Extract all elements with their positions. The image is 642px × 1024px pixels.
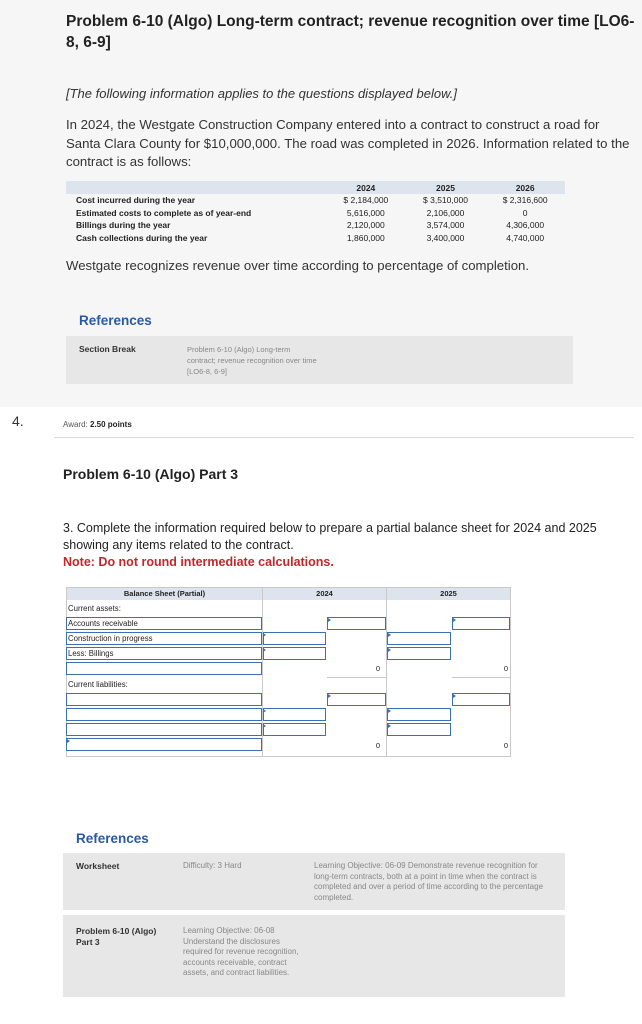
ar-2025-input[interactable] [452,617,510,630]
total-liab-2025: 0 [503,741,508,750]
cell: 5,616,000 [346,207,385,218]
col-header-2025: 2025 [387,588,510,600]
table-row [66,219,565,232]
grid-line [452,677,510,678]
blank-liability-label-input[interactable] [66,738,262,751]
award-label: Award: [63,420,88,429]
dropdown-marker-icon [263,648,266,652]
contract-info-table [66,181,565,244]
problem-title: Problem 6-10 (Algo) Long-term contract; revenue recognition over time [LO6-8, 6-9] [66,13,635,51]
less-billings-label: Less: Billings [68,649,114,658]
note-text: Note: Do not round intermediate calculations. [63,555,334,569]
grid-line [510,587,511,757]
liability-3-label-input[interactable] [66,723,262,736]
liab2-2024-input[interactable] [263,708,326,721]
cell: 4,306,000 [506,220,545,231]
balance-sheet-worksheet [66,587,511,757]
dropdown-marker-icon [263,709,266,713]
recognition-note: Westgate recognizes revenue over time according to percentage of completion. [66,258,530,273]
learning-objective-09: Learning Objective: 06-09 Demonstrate revenue recognition for long-term contracts, both at a point in time when the contract is completed and over a period of time according to the percentage completed. [314,861,544,902]
less-billings-label-input[interactable] [66,647,262,660]
dropdown-marker-icon [67,739,70,743]
construction-in-progress-label-input[interactable] [66,632,262,645]
header-2025: 2025 [406,181,486,194]
header-2024: 2024 [326,181,406,194]
references-title[interactable]: References [79,313,152,328]
dropdown-marker-icon [453,694,456,698]
header-2026: 2026 [485,181,565,194]
dropdown-marker-icon [388,709,391,713]
ar-2024-input[interactable] [327,617,386,630]
liability-1-label-input[interactable] [66,693,262,706]
liab2-2025-input[interactable] [387,708,451,721]
difficulty-text: Difficulty: 3 Hard [183,861,242,870]
grid-line [327,677,386,678]
dropdown-marker-icon [388,648,391,652]
liability-2-label-input[interactable] [66,708,262,721]
total-liab-2024: 0 [375,741,380,750]
table-row [66,207,565,220]
liab3-2025-input[interactable] [387,723,451,736]
question-text: 3. Complete the information required below to prepare a partial balance sheet for 2024 and 2025 showing any items related to the contract. [63,521,597,552]
cell: 3,574,000 [426,220,465,231]
dropdown-marker-icon [453,618,456,622]
cell: 1,860,000 [346,232,385,243]
total-assets-2024: 0 [375,664,380,673]
current-liabilities-label: Current liabilities: [68,680,128,689]
header-blank [66,181,326,194]
dropdown-marker-icon [388,633,391,637]
cell: $ 3,510,000 [423,195,468,206]
worksheet-label: Worksheet [76,861,120,871]
question-number: 4. [12,413,24,429]
part-title: Problem 6-10 (Algo) Part 3 [63,466,239,482]
cell: $ 2,184,000 [343,195,389,206]
references-box [66,336,573,384]
dropdown-marker-icon [328,618,331,622]
table-row [66,194,565,207]
learning-objective-08: Learning Objective: 06-08 Understand the disclosures required for revenue recognition, accounts receivable, contract assets, and contract liabilities. [183,926,299,977]
dropdown-marker-icon [263,724,266,728]
row-label: Cost incurred during the year [76,195,196,206]
cell: 4,740,000 [506,232,545,243]
award-line [63,420,132,429]
row-label: Cash collections during the year [76,232,208,243]
award-value: 2.50 points [90,420,132,429]
dropdown-marker-icon [388,724,391,728]
dropdown-marker-icon [263,633,266,637]
blank-asset-label-input[interactable] [66,662,262,675]
billings-2024-input[interactable] [263,647,326,660]
cip-2025-input[interactable] [387,632,451,645]
row-label: Billings during the year [76,220,171,231]
row-label: Estimated costs to complete as of year-end [76,207,252,218]
table-row [66,232,565,245]
cell: $ 2,316,600 [502,195,548,206]
accounts-receivable-label-input[interactable] [66,617,262,630]
accounts-receivable-label: Accounts receivable [68,619,138,628]
intro-note: [The following information applies to the questions displayed below.] [66,86,457,101]
current-assets-label: Current assets: [68,604,121,613]
references-bottom-title[interactable]: References [76,831,149,846]
contract-table-header [66,181,565,194]
intro-paragraph: In 2024, the Westgate Construction Company entered into a contract to construct a road for Santa Clara County for $10,000,000. The road was completed in 2026. Information related to the contract is as follows: [66,117,630,169]
dropdown-marker-icon [328,694,331,698]
cip-2024-input[interactable] [263,632,326,645]
billings-2025-input[interactable] [387,647,451,660]
grid-line [66,756,511,757]
cell: 0 [522,207,528,218]
liab1-2025-input[interactable] [452,693,510,706]
liab3-2024-input[interactable] [263,723,326,736]
liab1-2024-input[interactable] [327,693,386,706]
divider [54,437,634,438]
cell: 3,400,000 [426,232,465,243]
part-reference-label: Problem 6-10 (Algo) Part 3 [76,926,157,947]
cell: 2,106,000 [426,207,465,218]
section-break-text: Problem 6-10 (Algo) Long-term contract; revenue recognition over time [LO6-8, 6-9] [187,345,317,376]
total-assets-2025: 0 [503,664,508,673]
section-break-label: Section Break [79,344,136,354]
col-header-2024: 2024 [263,588,386,600]
balance-sheet-header: Balance Sheet (Partial) [67,588,262,600]
cell: 2,120,000 [346,220,385,231]
construction-in-progress-label: Construction in progress [68,634,153,643]
